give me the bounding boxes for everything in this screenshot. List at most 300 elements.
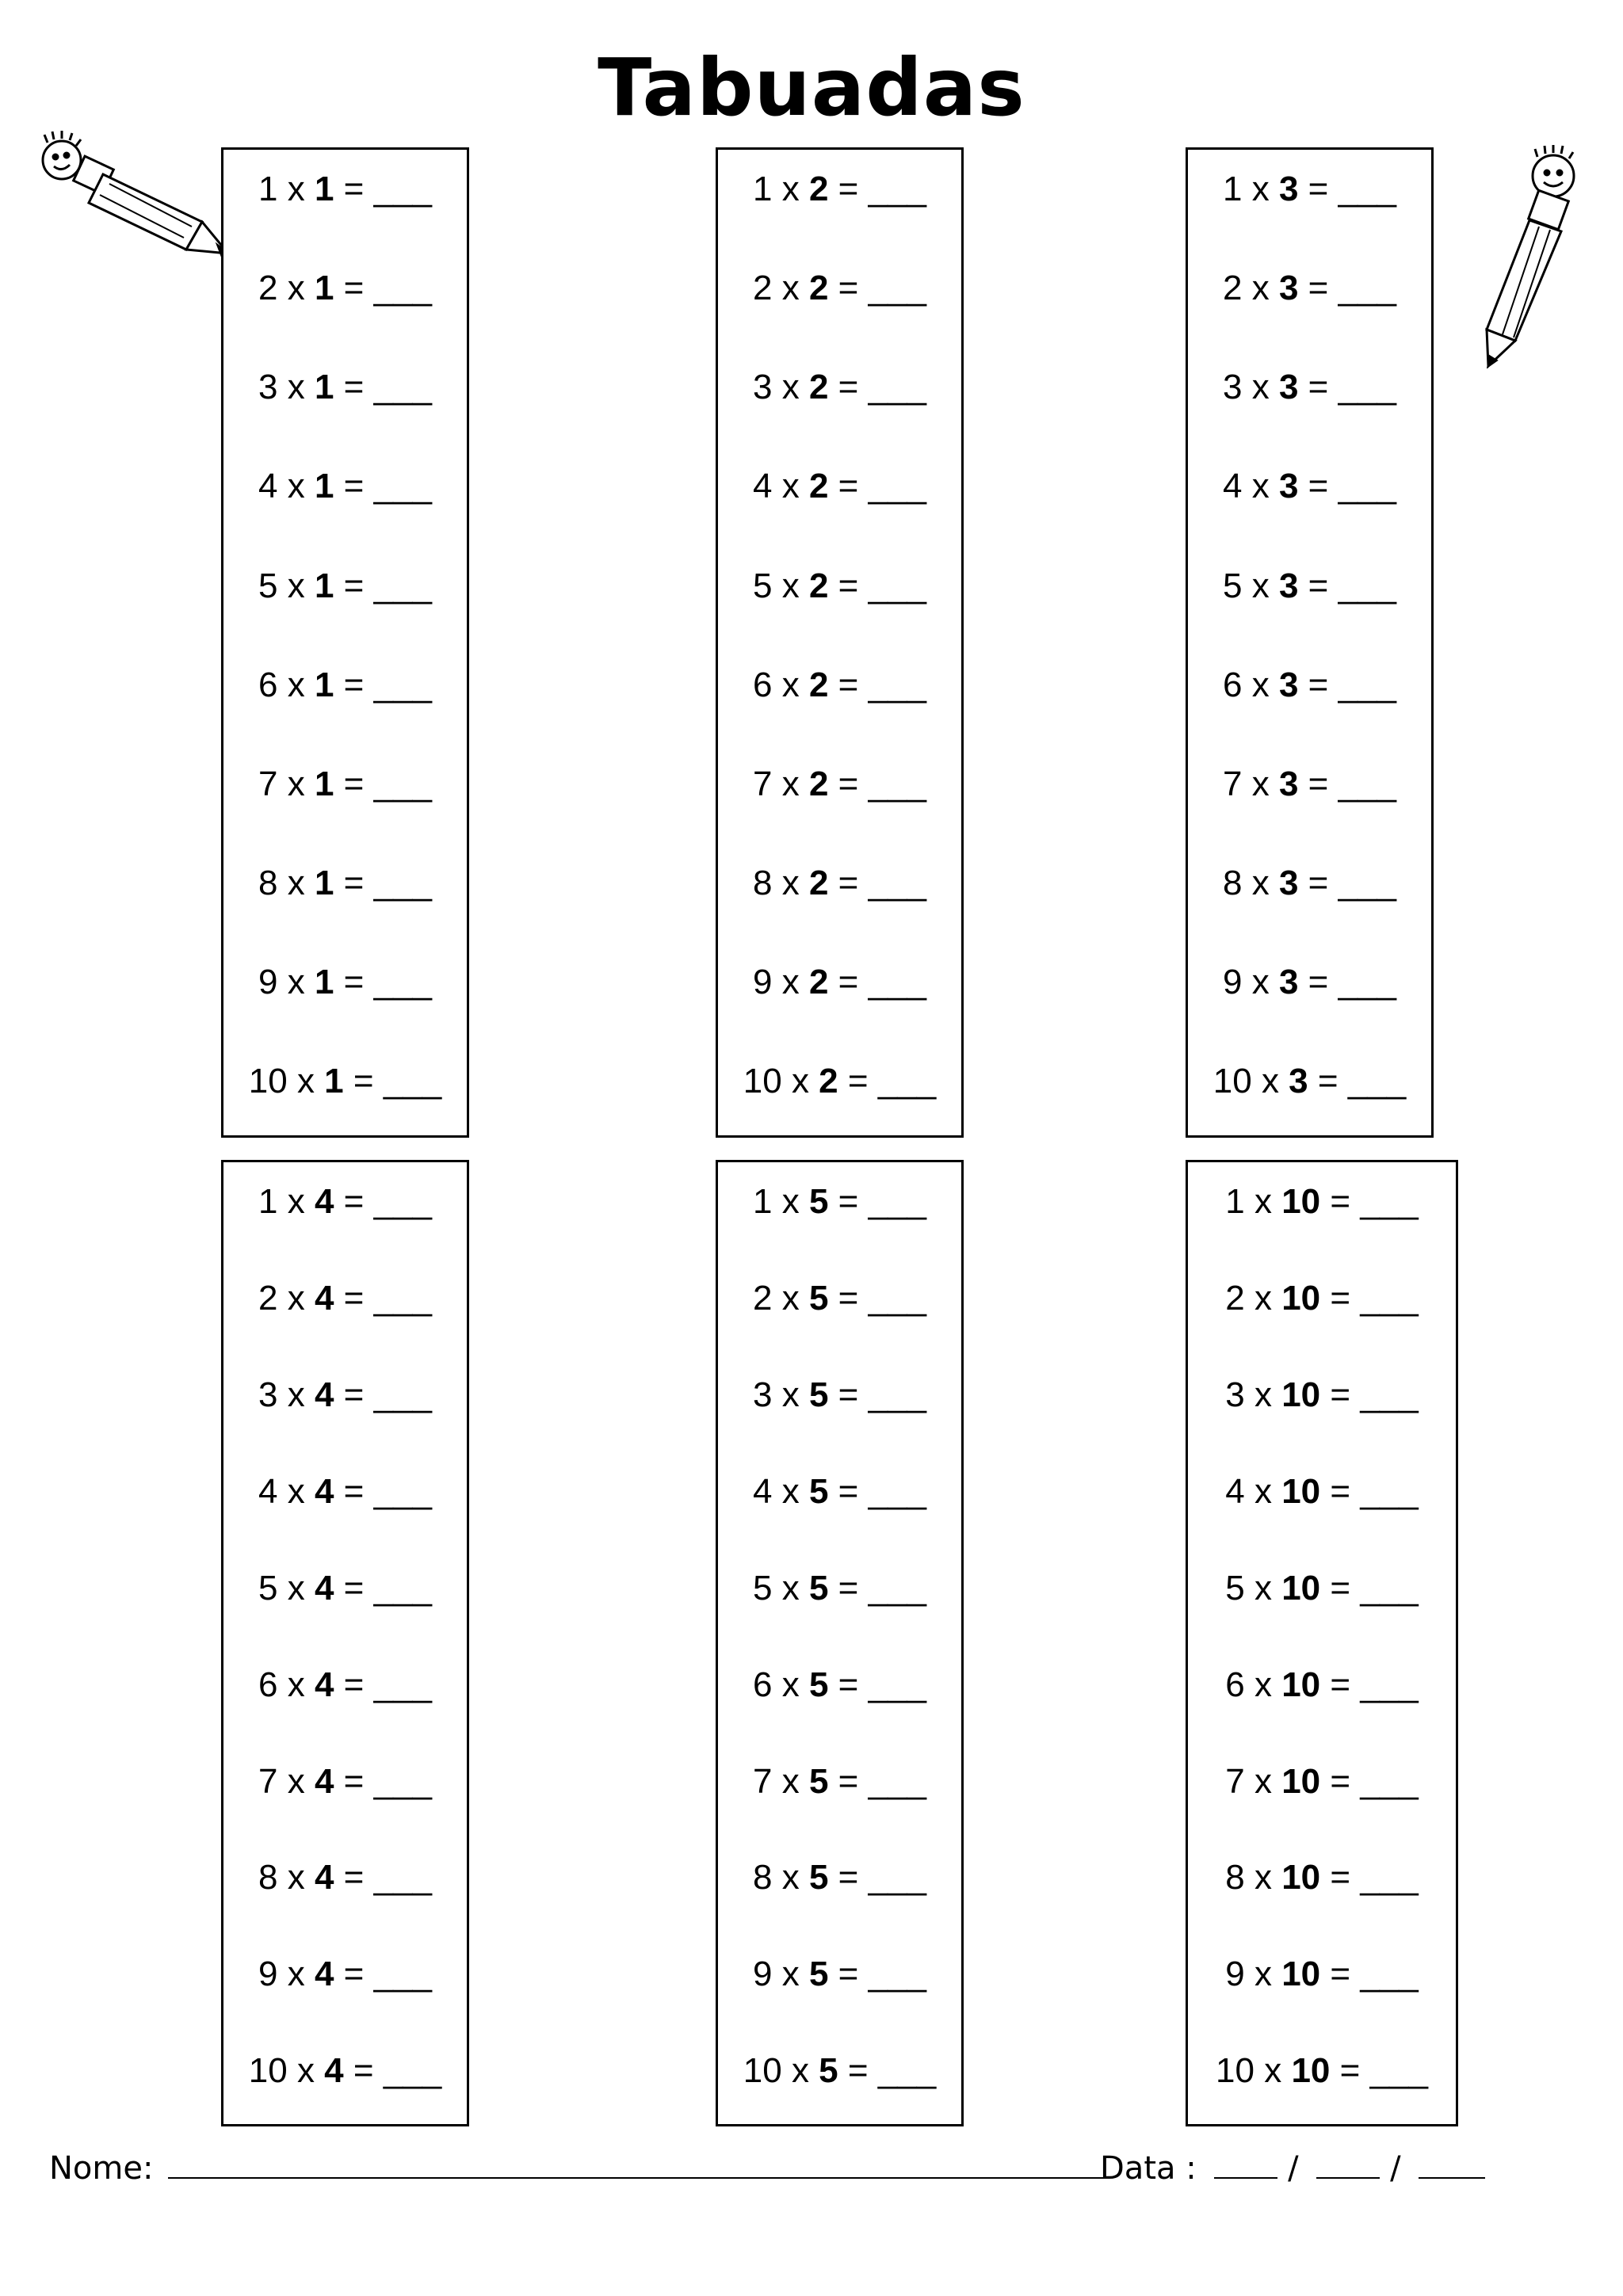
answer-blank[interactable]: ___ [868,1182,927,1221]
equation-row [223,1468,467,1516]
equation-row [1188,1951,1456,1998]
multiplier: 1 [314,963,334,1002]
multiplier: 2 [808,863,829,902]
equals-sign: = [1308,665,1329,704]
answer-blank[interactable]: ___ [1338,764,1397,803]
equation-row [1188,463,1431,510]
date-separator-2: / [1390,2150,1401,2187]
equation-row [1188,1758,1456,1806]
times-sign: x [781,1761,800,1801]
answer-blank[interactable]: ___ [1360,1761,1419,1801]
equation-row [718,563,961,610]
answer-blank[interactable]: ___ [1360,1375,1419,1414]
answer-blank[interactable]: ___ [373,467,433,506]
equation-row [1188,860,1431,907]
factor: 5 [258,1568,278,1608]
equation-row [223,1854,467,1901]
date-year-line[interactable] [1419,2145,1485,2179]
times-sign: x [287,1278,305,1318]
equals-sign: = [343,1761,365,1801]
equals-sign: = [1330,1761,1351,1801]
multiplier: 3 [1278,665,1299,704]
answer-blank[interactable]: ___ [868,269,927,308]
equals-sign: = [343,764,365,803]
equals-sign: = [847,1062,869,1101]
equation-row [1188,1565,1456,1612]
factor: 2 [1225,1278,1245,1318]
pencil-left-icon [24,127,230,269]
answer-blank[interactable]: ___ [868,1568,927,1608]
factor: 8 [1222,863,1243,902]
factor: 4 [1225,1471,1245,1511]
multiplier: 3 [1278,566,1299,605]
multiplier: 3 [1278,269,1299,308]
answer-blank[interactable]: ___ [868,1955,927,1994]
equals-sign: = [353,1062,374,1101]
equals-sign: = [1330,1471,1351,1511]
equation-row [223,1275,467,1322]
multiplier: 10 [1281,1471,1321,1511]
answer-blank[interactable]: ___ [383,1062,442,1101]
page-title: Tabuadas [598,41,1025,134]
answer-blank[interactable]: ___ [868,1761,927,1801]
date-day-line[interactable] [1214,2145,1277,2179]
multiplier: 1 [314,764,334,803]
times-sign: x [1254,1278,1272,1318]
factor: 6 [1222,665,1243,704]
answer-blank[interactable]: ___ [877,1062,937,1101]
factor: 9 [752,1955,773,1994]
answer-blank[interactable]: ___ [1338,269,1397,308]
factor: 6 [752,665,773,704]
equals-sign: = [343,863,365,902]
equation-row [718,1058,961,1105]
equals-sign: = [1308,764,1329,803]
answer-blank[interactable]: ___ [1360,1955,1419,1994]
table-box-3 [1186,147,1434,1138]
equation-row [223,1565,467,1612]
times-sign: x [1254,1182,1272,1221]
times-sign: x [781,368,800,407]
times-sign: x [781,1375,800,1414]
answer-blank[interactable]: ___ [373,170,433,208]
answer-blank[interactable]: ___ [868,764,927,803]
answer-blank[interactable]: ___ [373,863,433,902]
answer-blank[interactable]: ___ [373,963,433,1002]
multiplier: 2 [808,764,829,803]
times-sign: x [1251,764,1270,803]
answer-blank[interactable]: ___ [373,269,433,308]
factor: 7 [752,764,773,803]
multiplier: 4 [314,1665,334,1704]
equals-sign: = [343,1375,365,1414]
equation-row [1188,265,1431,312]
times-sign: x [287,963,305,1002]
times-sign: x [296,2051,315,2091]
times-sign: x [1251,467,1270,506]
equals-sign: = [1330,1278,1351,1318]
equation-row [223,265,467,312]
equals-sign: = [838,764,859,803]
multiplier: 3 [1278,963,1299,1002]
multiplier: 2 [808,467,829,506]
times-sign: x [287,1858,305,1897]
factor: 2 [1222,269,1243,308]
times-sign: x [791,2051,809,2091]
answer-blank[interactable]: ___ [1338,467,1397,506]
multiplier: 10 [1281,1375,1321,1414]
factor: 2 [258,269,278,308]
times-sign: x [287,764,305,803]
equation-row [718,364,961,411]
answer-blank[interactable]: ___ [868,665,927,704]
factor: 9 [1222,963,1243,1002]
equation-row [223,761,467,808]
factor: 7 [1222,764,1243,803]
factor: 5 [258,566,278,605]
factor: 4 [752,1471,773,1511]
answer-blank[interactable]: ___ [373,566,433,605]
equals-sign: = [1330,1858,1351,1897]
multiplier: 1 [324,1062,344,1101]
name-label: Nome: [49,2150,154,2187]
equals-sign: = [343,1182,365,1221]
times-sign: x [287,467,305,506]
answer-blank[interactable]: ___ [383,2051,442,2091]
equals-sign: = [838,1471,859,1511]
answer-blank[interactable]: ___ [868,566,927,605]
equals-sign: = [1330,1955,1351,1994]
answer-blank[interactable]: ___ [868,863,927,902]
times-sign: x [1254,1375,1272,1414]
equation-row [718,463,961,510]
answer-blank[interactable]: ___ [1338,665,1397,704]
equals-sign: = [343,269,365,308]
times-sign: x [781,1182,800,1221]
answer-blank[interactable]: ___ [1360,1665,1419,1704]
answer-blank[interactable]: ___ [868,1858,927,1897]
factor: 10 [248,2051,288,2091]
equals-sign: = [838,1858,859,1897]
factor: 4 [1222,467,1243,506]
equation-row [1188,1468,1456,1516]
answer-blank[interactable]: ___ [1338,170,1397,208]
multiplier: 3 [1278,170,1299,208]
equation-row [718,1371,961,1419]
table-box-6 [1186,1160,1458,2126]
date-field-row [1100,2145,1485,2191]
equation-row [1188,2047,1456,2095]
factor: 10 [248,1062,288,1101]
factor: 5 [752,1568,773,1608]
factor: 6 [1225,1665,1245,1704]
equals-sign: = [838,665,859,704]
equation-row [1188,166,1431,213]
answer-blank[interactable]: ___ [373,368,433,407]
times-sign: x [781,1665,800,1704]
times-sign: x [781,1278,800,1318]
equation-row [718,1275,961,1322]
equation-row [718,959,961,1006]
factor: 1 [752,170,773,208]
multiplier: 4 [314,1375,334,1414]
factor: 9 [1225,1955,1245,1994]
factor: 7 [752,1761,773,1801]
equation-row [718,761,961,808]
date-month-line[interactable] [1316,2145,1380,2179]
answer-blank[interactable]: ___ [373,1568,433,1608]
times-sign: x [287,1568,305,1608]
answer-blank[interactable]: ___ [373,1375,433,1414]
equals-sign: = [1308,863,1329,902]
multiplier: 1 [314,665,334,704]
times-sign: x [1251,170,1270,208]
table-box-5 [716,1160,964,2126]
answer-blank[interactable]: ___ [373,1955,433,1994]
multiplier: 10 [1281,1278,1321,1318]
equals-sign: = [838,467,859,506]
answer-blank[interactable]: ___ [373,1278,433,1318]
factor: 7 [258,1761,278,1801]
equals-sign: = [1308,368,1329,407]
times-sign: x [781,170,800,208]
times-sign: x [287,1182,305,1221]
factor: 3 [258,368,278,407]
factor: 10 [743,1062,782,1101]
equation-row [1188,662,1431,709]
answer-blank[interactable]: ___ [1360,1471,1419,1511]
equals-sign: = [838,269,859,308]
equation-row [718,2047,961,2095]
multiplier: 2 [808,170,829,208]
times-sign: x [287,863,305,902]
equals-sign: = [847,2051,869,2091]
times-sign: x [287,170,305,208]
equals-sign: = [343,170,365,208]
multiplier: 5 [808,1761,829,1801]
times-sign: x [781,1955,800,1994]
multiplier: 5 [819,2051,838,2091]
answer-blank[interactable]: ___ [877,2051,937,2091]
equals-sign: = [1330,1375,1351,1414]
answer-blank[interactable]: ___ [1360,1568,1419,1608]
factor: 6 [258,665,278,704]
answer-blank[interactable]: ___ [1338,368,1397,407]
equals-sign: = [343,1471,365,1511]
multiplier: 2 [819,1062,838,1101]
equals-sign: = [838,863,859,902]
answer-blank[interactable]: ___ [868,170,927,208]
factor: 9 [752,963,773,1002]
times-sign: x [1261,1062,1279,1101]
times-sign: x [287,1471,305,1511]
answer-blank[interactable]: ___ [868,467,927,506]
answer-blank[interactable]: ___ [868,368,927,407]
name-input-line[interactable] [168,2145,1103,2179]
multiplier: 3 [1278,368,1299,407]
equation-row [223,166,467,213]
multiplier: 4 [314,1182,334,1221]
factor: 8 [258,1858,278,1897]
factor: 1 [1222,170,1243,208]
times-sign: x [781,963,800,1002]
equals-sign: = [1330,1568,1351,1608]
factor: 7 [258,764,278,803]
equation-row [223,563,467,610]
equation-row [223,2047,467,2095]
factor: 3 [258,1375,278,1414]
answer-blank[interactable]: ___ [1338,566,1397,605]
times-sign: x [287,566,305,605]
factor: 6 [752,1665,773,1704]
factor: 5 [752,566,773,605]
equals-sign: = [343,665,365,704]
equation-row [718,1468,961,1516]
factor: 10 [743,2051,782,2091]
factor: 4 [752,467,773,506]
equals-sign: = [1308,566,1329,605]
answer-blank[interactable]: ___ [373,1858,433,1897]
times-sign: x [296,1062,315,1101]
times-sign: x [1251,863,1270,902]
factor: 3 [752,1375,773,1414]
factor: 2 [258,1278,278,1318]
multiplier: 5 [808,1182,829,1221]
equation-row [223,1058,467,1105]
multiplier: 4 [324,2051,344,2091]
equation-row [718,1178,961,1226]
answer-blank[interactable]: ___ [868,1665,927,1704]
multiplier: 4 [314,1761,334,1801]
equation-row [1188,1178,1456,1226]
equation-row [718,1661,961,1709]
factor: 5 [1225,1568,1245,1608]
equation-row [718,860,961,907]
factor: 5 [1222,566,1243,605]
answer-blank[interactable]: ___ [373,1665,433,1704]
multiplier: 5 [808,1471,829,1511]
multiplier: 4 [314,1278,334,1318]
table-box-4 [221,1160,469,2126]
factor: 3 [1225,1375,1245,1414]
times-sign: x [1251,963,1270,1002]
answer-blank[interactable]: ___ [868,1471,927,1511]
times-sign: x [781,566,800,605]
factor: 4 [258,1471,278,1511]
equation-row [223,364,467,411]
multiplier: 1 [314,863,334,902]
equals-sign: = [1308,170,1329,208]
multiplier: 5 [808,1955,829,1994]
factor: 1 [258,1182,278,1221]
equation-row [718,1854,961,1901]
equation-row [223,662,467,709]
equation-row [223,959,467,1006]
multiplier: 10 [1281,1182,1321,1221]
answer-blank[interactable]: ___ [1338,863,1397,902]
equation-row [718,1565,961,1612]
answer-blank[interactable]: ___ [1360,1278,1419,1318]
answer-blank[interactable]: ___ [373,1471,433,1511]
equals-sign: = [343,1278,365,1318]
times-sign: x [781,1568,800,1608]
times-sign: x [1254,1568,1272,1608]
equals-sign: = [838,1665,859,1704]
times-sign: x [287,1375,305,1414]
multiplier: 5 [808,1665,829,1704]
times-sign: x [287,1955,305,1994]
equals-sign: = [838,963,859,1002]
times-sign: x [1254,1761,1272,1801]
answer-blank[interactable]: ___ [373,764,433,803]
equals-sign: = [343,1665,365,1704]
times-sign: x [287,269,305,308]
answer-blank[interactable]: ___ [1347,1062,1407,1101]
answer-blank[interactable]: ___ [868,1278,927,1318]
multiplier: 4 [314,1858,334,1897]
equation-row [1188,1661,1456,1709]
factor: 1 [1225,1182,1245,1221]
multiplier: 1 [314,269,334,308]
multiplier: 5 [808,1278,829,1318]
equals-sign: = [838,1278,859,1318]
times-sign: x [287,665,305,704]
equation-row [718,1758,961,1806]
times-sign: x [791,1062,809,1101]
equals-sign: = [838,170,859,208]
answer-blank[interactable]: ___ [373,1761,433,1801]
multiplier: 5 [808,1568,829,1608]
equals-sign: = [1317,1062,1338,1101]
answer-blank[interactable]: ___ [373,665,433,704]
equals-sign: = [838,1375,859,1414]
multiplier: 5 [808,1375,829,1414]
multiplier: 10 [1291,2051,1331,2091]
equation-row [1188,563,1431,610]
equals-sign: = [838,1955,859,1994]
answer-blank[interactable]: ___ [1360,1182,1419,1221]
equals-sign: = [343,368,365,407]
equals-sign: = [1330,1182,1351,1221]
answer-blank[interactable]: ___ [373,1182,433,1221]
answer-blank[interactable]: ___ [1360,1858,1419,1897]
answer-blank[interactable]: ___ [868,963,927,1002]
answer-blank[interactable]: ___ [1369,2051,1428,2091]
answer-blank[interactable]: ___ [1338,963,1397,1002]
multiplier: 10 [1281,1761,1321,1801]
multiplier: 3 [1289,1062,1308,1101]
multiplier: 2 [808,963,829,1002]
multiplier: 1 [314,566,334,605]
factor: 8 [1225,1858,1245,1897]
equation-row [223,1178,467,1226]
times-sign: x [781,764,800,803]
factor: 9 [258,963,278,1002]
multiplier: 3 [1278,863,1299,902]
equation-row [1188,1058,1431,1105]
multiplier: 3 [1278,467,1299,506]
factor: 1 [752,1182,773,1221]
answer-blank[interactable]: ___ [868,1375,927,1414]
times-sign: x [781,1858,800,1897]
equation-row [223,860,467,907]
equation-row [718,1951,961,1998]
times-sign: x [1264,2051,1282,2091]
table-box-1 [221,147,469,1138]
table-box-2 [716,147,964,1138]
multiplier: 4 [314,1568,334,1608]
factor: 8 [752,863,773,902]
